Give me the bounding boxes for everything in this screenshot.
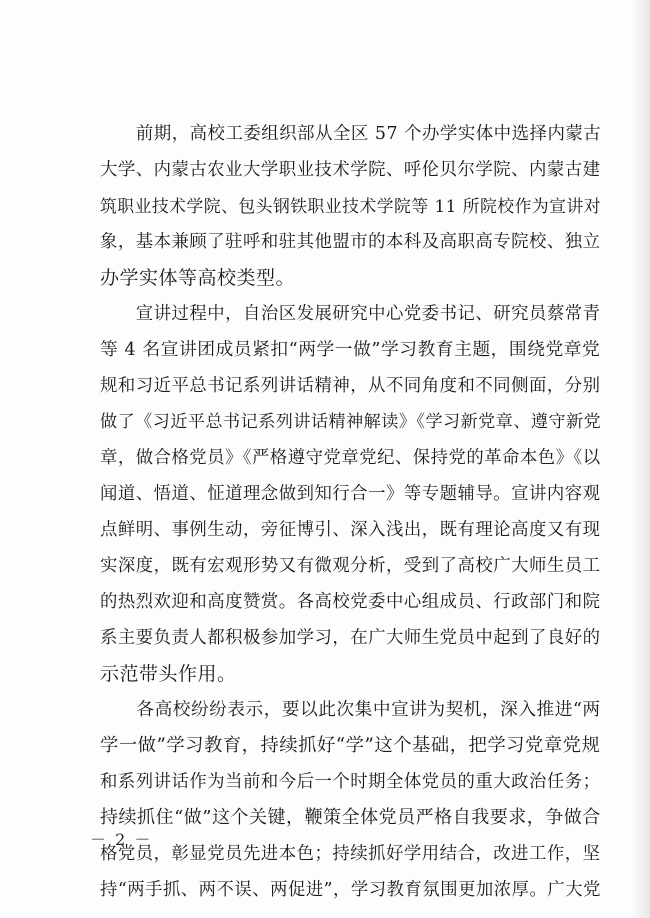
paragraph-2-line-9: 的热烈欢迎和高度赞赏。各高校党委中心组成员、行政部门和院 xyxy=(100,592,601,612)
paragraph-2-line-4: 做了《习近平总书记系列讲话精神解读》《学习新党章、遵守新党 xyxy=(100,412,602,432)
paragraph-2-line-10: 系主要负责人都积极参加学习，在广大师生党员中起到了良好的 xyxy=(100,628,601,648)
paragraph-2-line-6: 闻道、悟道、怔道理念做到知行合一》等专题辅导。宣讲内容观 xyxy=(100,484,601,504)
paragraph-2-line-1: 宣讲过程中，自治区发展研究中心党委书记、研究员蔡常青 xyxy=(100,304,601,324)
paragraph-2-line-7: 点鲜明、事例生动，旁征博引、深入浅出，既有理论高度又有现 xyxy=(100,520,601,540)
paragraph-3-line-5: 格党员，彰显党员先进本色；持续抓好学用结合，改进工作，坚 xyxy=(100,844,601,864)
page-edge-shadow xyxy=(632,0,650,918)
page-number: － 2 － xyxy=(90,830,153,849)
paragraph-3-line-1: 各高校纷纷表示，要以此次集中宣讲为契机，深入推进“两 xyxy=(100,700,601,720)
paragraph-2-line-11: 示范带头作用。 xyxy=(100,663,237,685)
paragraph-1-line-2: 大学、内蒙古农业大学职业技术学院、呼伦贝尔学院、内蒙古建 xyxy=(100,160,601,180)
paragraph-2-line-8: 实深度，既有宏观形势又有微观分析，受到了高校广大师生员工 xyxy=(100,556,601,576)
paragraph-2-line-3: 规和习近平总书记系列讲话精神，从不同角度和不同侧面，分别 xyxy=(100,376,601,396)
paragraph-1-line-3: 筑职业技术学院、包头钢铁职业技术学院等 11 所院校作为宣讲对 xyxy=(100,196,602,216)
paragraph-3-line-3: 和系列讲话作为当前和今后一个时期全体党员的重大政治任务； xyxy=(100,772,601,792)
paragraph-1-line-4: 象，基本兼顾了驻呼和驻其他盟市的本科及高职高专院校、独立 xyxy=(100,232,601,252)
paragraph-3-line-2: 学一做”学习教育，持续抓好“学”这个基础，把学习党章党规 xyxy=(100,735,601,756)
paragraph-1-line-1: 前期，高校工委组织部从全区 57 个办学实体中选择内蒙古 xyxy=(100,124,602,144)
paragraph-2-line-2: 等 4 名宣讲团成员紧扣“两学一做”学习教育主题，围绕党章党 xyxy=(100,339,601,360)
paragraph-3-line-4: 持续抓住“做”这个关键，鞭策全体党员严格自我要求，争做合 xyxy=(100,807,601,828)
paragraph-2-line-5: 章，做合格党员》《严格遵守党章党纪、保持党的革命本色》《以 xyxy=(100,448,601,468)
paragraph-1-line-5: 办学实体等高校类型。 xyxy=(100,267,296,289)
paragraph-3-line-6: 持“两手抓、两不误、两促进”，学习教育氛围更加浓厚。广大党 xyxy=(100,880,601,900)
